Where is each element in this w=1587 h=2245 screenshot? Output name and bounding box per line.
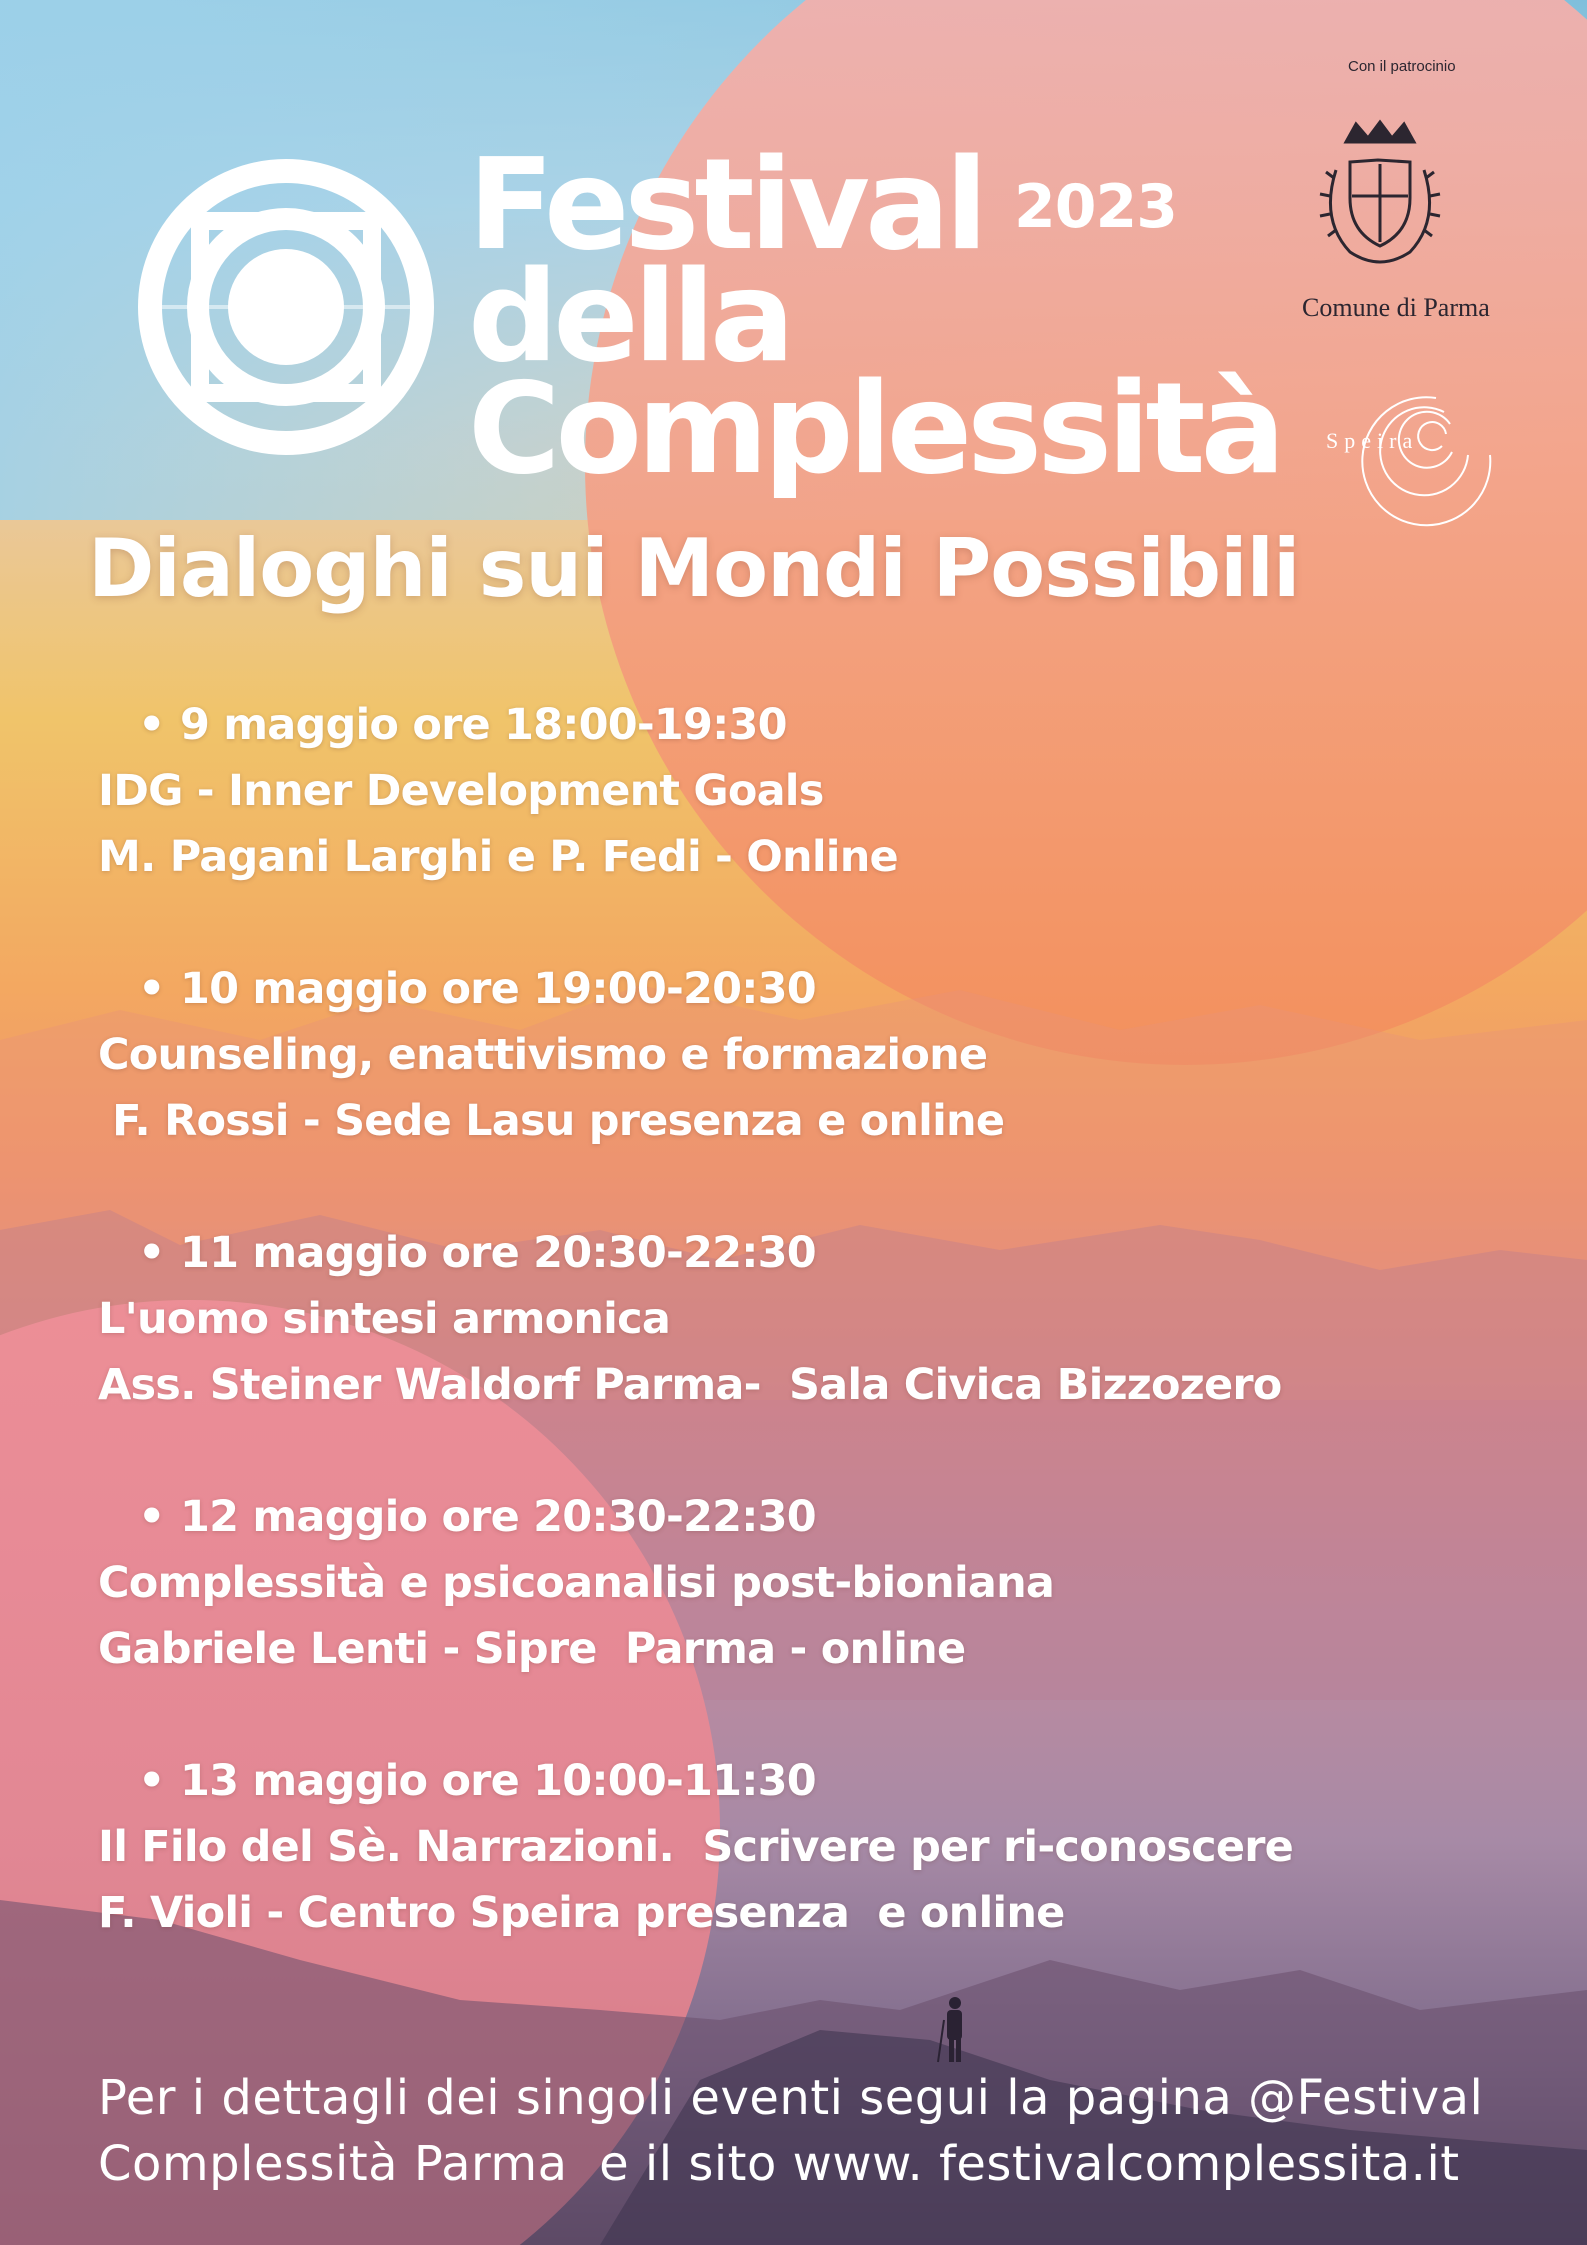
title-line-festival: Festival [468,131,984,278]
event-details: Gabriele Lenti - Sipre Parma - online [98,1624,966,1674]
event-title: Complessità e psicoanalisi post-bioniana [98,1558,1055,1608]
festival-year: 2023 [1014,172,1177,242]
partner-name: Speira [1326,428,1419,453]
event-details: Ass. Steiner Waldorf Parma- Sala Civica Bizzozero [98,1360,1282,1410]
event-date: • 11 maggio ore 20:30-22:30 [98,1220,1282,1286]
event-date: • 10 maggio ore 19:00-20:30 [98,956,1004,1022]
title-line-della: della [468,243,791,390]
event-title: L'uomo sintesi armonica [98,1294,671,1344]
event-date: • 9 maggio ore 18:00-19:30 [98,692,898,758]
event-title: Counseling, enattivismo e formazione [98,1030,988,1080]
patron-name: Comune di Parma [1302,293,1490,322]
event-details: M. Pagani Larghi e P. Fedi - Online [98,832,898,882]
event-title: Il Filo del Sè. Narrazioni. Scrivere per ri-conoscere [98,1822,1293,1872]
event-details: F. Violi - Centro Speira presenza e online [98,1888,1065,1938]
footer-line-2: Complessità Parma e il sito www. festivalcomplessita.it [98,2136,1460,2192]
event-date: • 12 maggio ore 20:30-22:30 [98,1484,1054,1550]
event-details: F. Rossi - Sede Lasu presenza e online [98,1096,1005,1146]
event-item-3 [98,1220,1282,1418]
event-item-2 [98,956,1004,1154]
title-line-complessita: Complessità [468,355,1281,502]
event-title: IDG - Inner Development Goals [98,766,824,816]
footer-line-1: Per i dettagli dei singoli eventi segui la pagina @Festival [98,2070,1484,2126]
event-date: • 13 maggio ore 10:00-11:30 [98,1748,1293,1814]
event-item-1 [98,692,898,890]
patronage-label: Con il patrocinio [1348,58,1456,75]
event-item-5 [98,1748,1293,1946]
subtitle: Dialoghi sui Mondi Possibili [88,522,1300,615]
event-item-4 [98,1484,1054,1682]
footer-note [98,2065,1483,2197]
